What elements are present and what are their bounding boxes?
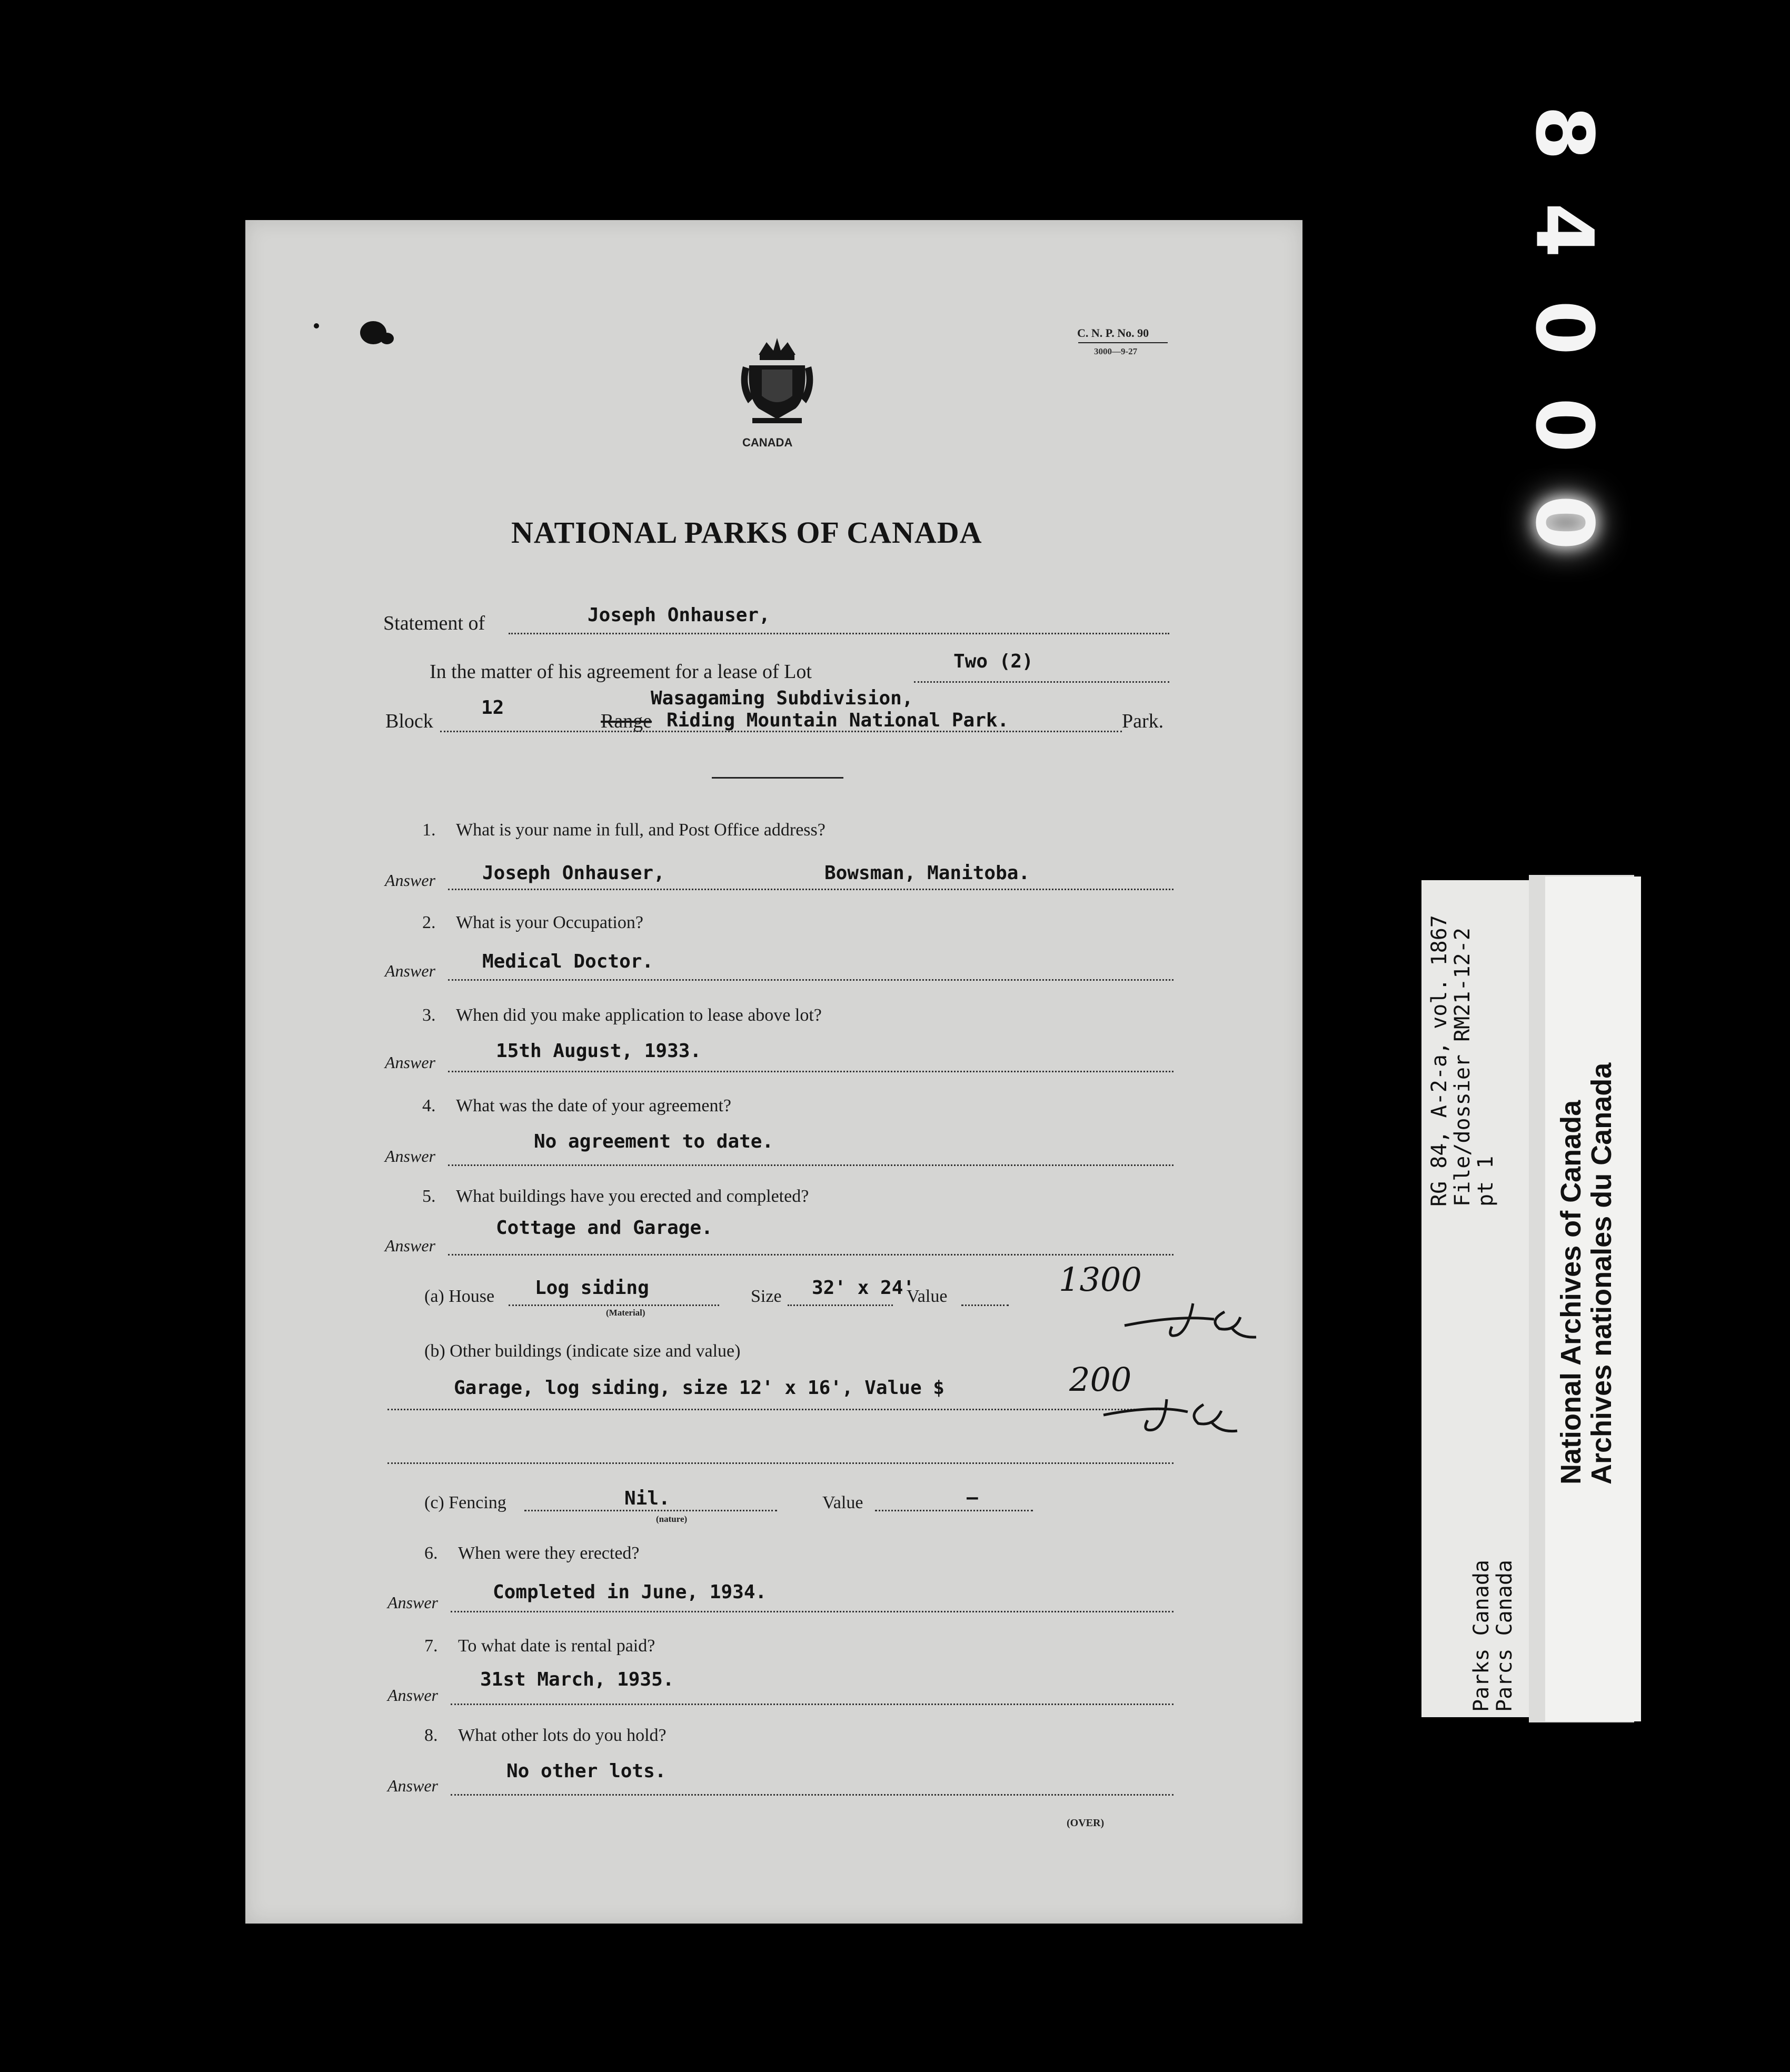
house-size: 32' x 24' [812,1277,915,1299]
over-label: (OVER) [1067,1817,1105,1829]
house-material-line [509,1304,719,1306]
size-label: Size [751,1287,782,1306]
frame-digit: 0 [1518,397,1610,453]
question-number: 8. [424,1726,438,1745]
owner-line: Parcs Canada [1493,1560,1517,1712]
fencing-value: Nil. [624,1488,670,1509]
frame-digit: 0 [1518,300,1610,355]
form-number-rule [1078,342,1168,343]
frame-digit: 8 [1518,105,1610,161]
ink-stain [380,333,394,344]
answer-line [451,1704,1174,1705]
answer-occupation: Medical Doctor. [482,951,654,972]
material-caption: (Material) [606,1308,645,1318]
other-buildings-value: 200 [1069,1360,1132,1399]
fencing-amount: — [967,1487,978,1508]
fencing-label: (c) Fencing [424,1493,506,1512]
lot-value: Two (2) [953,651,1033,672]
answer-other-lots: No other lots. [506,1760,667,1782]
park-value: Riding Mountain National Park. [667,710,1009,731]
coat-of-arms-icon [738,335,817,430]
answer-line [448,889,1174,890]
answer-name: Joseph Onhauser, [482,862,665,884]
fencing-value-line [875,1510,1033,1511]
question-number: 1. [422,820,436,840]
answer-line [451,1611,1174,1612]
question-text: When were they erected? [458,1543,640,1563]
range-struck-label: Range [601,710,652,732]
frame-digit: 0 [1518,495,1610,550]
reference-line: File/dossier RM21-12-2 [1450,928,1475,1207]
answer-label: Answer [385,961,435,980]
answer-label: Answer [387,1776,438,1795]
other-buildings-label: (b) Other buildings (indicate size and value) [424,1341,741,1361]
national-archives-label [1545,876,1641,1721]
question-text: What buildings have you erected and completed? [456,1187,809,1206]
fencing-value-label: Value [822,1493,863,1512]
house-value: 1300 [1059,1260,1142,1299]
question-text: What other lots do you hold? [458,1726,667,1745]
other-buildings-extra-line [387,1462,1174,1464]
fencing-line [524,1510,777,1511]
reference-line: pt 1 [1474,1155,1498,1207]
other-buildings-line [387,1409,1174,1410]
answer-rental-date: 31st March, 1935. [480,1669,674,1690]
answer-label: Answer [385,871,435,890]
house-value-label: Value [907,1287,948,1306]
answer-line [448,1164,1174,1166]
owner-line: Parks Canada [1469,1560,1494,1712]
question-number: 5. [422,1187,436,1206]
house-value-line [961,1304,1009,1306]
answer-erected: Completed in June, 1934. [493,1581,767,1603]
question-number: 6. [424,1543,438,1563]
question-text: When did you make application to lease above lot? [456,1005,822,1025]
question-number: 2. [422,913,436,932]
house-label: (a) House [424,1287,495,1306]
reference-line: RG 84, A-2-a, vol. 1867 [1427,915,1451,1207]
question-text: What is your Occupation? [456,913,643,932]
question-number: 7. [424,1636,438,1656]
initials-signature-icon [1098,1389,1256,1452]
frame-digit: 4 [1518,203,1610,258]
ink-stain [314,323,319,328]
answer-agreement-date: No agreement to date. [534,1131,774,1152]
archive-name-line: National Archives of Canada [1555,1100,1587,1485]
answer-label: Answer [385,1053,435,1072]
statement-value: Joseph Onhauser, [588,604,770,626]
question-text: What was the date of your agreement? [456,1096,731,1115]
house-material: Log siding [535,1277,649,1299]
block-label: Block [385,710,433,732]
answer-label: Answer [387,1593,438,1612]
question-text: What is your name in full, and Post Office address? [456,820,826,840]
form-page [245,220,1302,1924]
answer-label: Answer [385,1147,435,1166]
answer-line [448,979,1174,981]
answer-address: Bowsman, Manitoba. [824,862,1030,884]
answer-line [448,1254,1174,1256]
house-size-line [788,1304,893,1306]
archive-reference-label [1421,880,1537,1717]
frame-number [1518,84,1610,571]
answer-label: Answer [385,1236,435,1255]
print-code: 3000—9-27 [1094,346,1138,356]
block-value: 12 [481,697,504,719]
archive-name-line: Archives nationales du Canada [1586,1062,1617,1485]
form-number: C. N. P. No. 90 [1077,326,1149,340]
park-label: Park. [1122,710,1164,732]
answer-buildings: Cottage and Garage. [496,1217,713,1239]
subdivision-value: Wasagaming Subdivision, [651,688,913,709]
matter-label: In the matter of his agreement for a lease of Lot [430,661,812,683]
answer-line [448,1071,1174,1072]
nature-caption: (nature) [656,1514,688,1524]
answer-line [451,1794,1174,1796]
question-text: To what date is rental paid? [458,1636,655,1656]
answer-application-date: 15th August, 1933. [496,1040,702,1062]
crest-label: CANADA [742,436,793,449]
lot-line [914,681,1169,683]
answer-label: Answer [387,1686,438,1705]
statement-label: Statement of [383,612,485,634]
question-number: 3. [422,1005,436,1025]
statement-line [509,633,1169,634]
question-number: 4. [422,1096,436,1115]
separator-rule [712,777,843,779]
other-buildings-answer: Garage, log siding, size 12' x 16', Value $ [454,1377,944,1399]
initials-signature-icon [1114,1294,1272,1357]
form-title: NATIONAL PARKS OF CANADA [511,515,982,550]
